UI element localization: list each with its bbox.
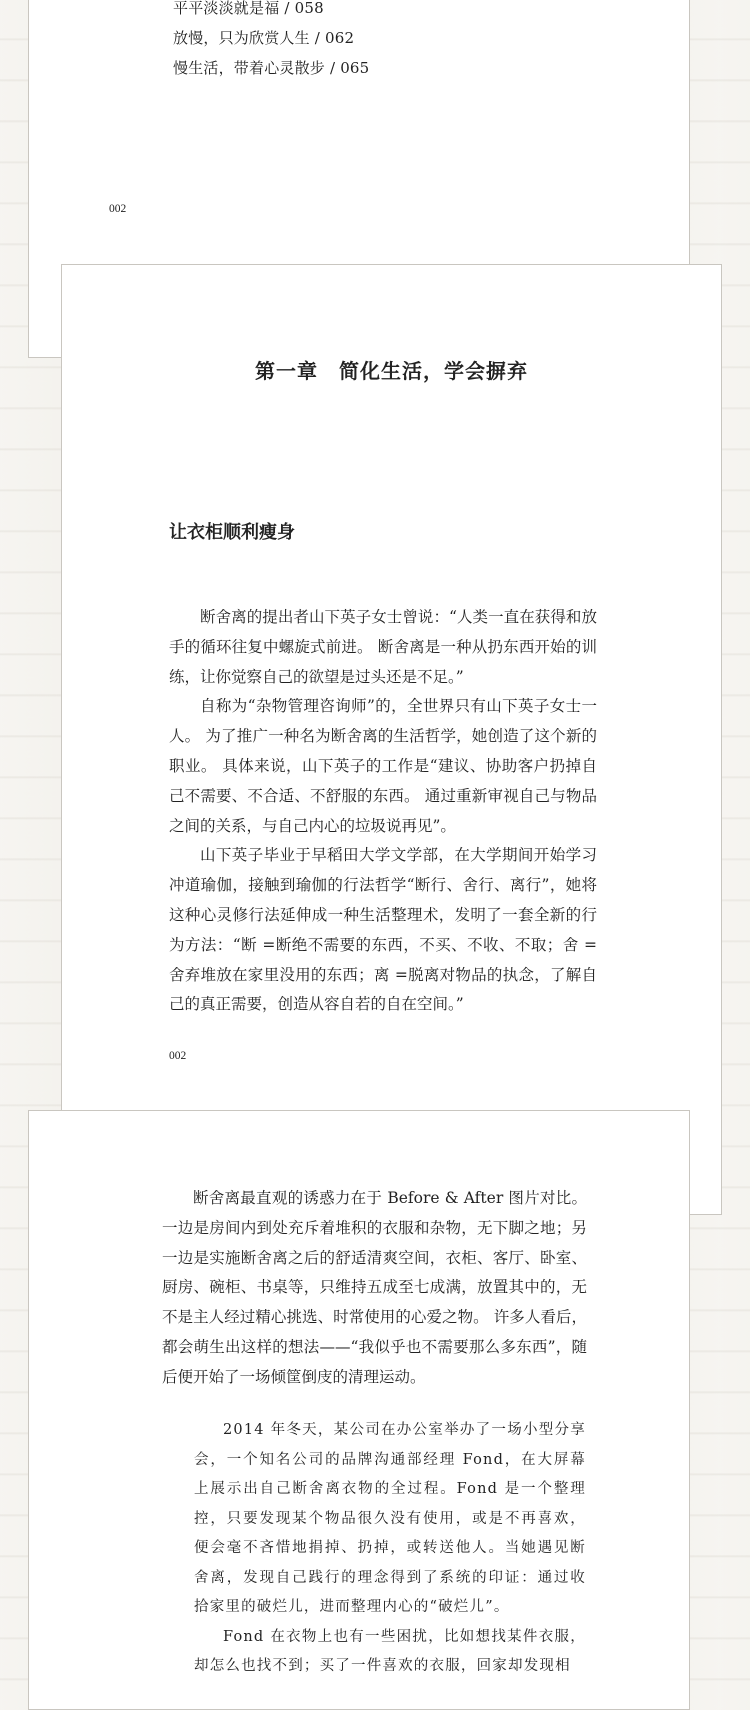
toc-entry[interactable]: 慢生活，带着心灵散步 / 065 xyxy=(173,59,370,77)
next-page xyxy=(28,1110,690,1710)
chapter-body xyxy=(169,603,597,1020)
chapter-title: 第一章 简化生活，学会摒弃 xyxy=(255,359,528,383)
paragraph: 断舍离的提出者山下英子女士曾说：“人类一直在获得和放手的循环往复中螺旋式前进。 断舍离是一种从扔东西开始的训练，让你觉察自己的欲望是过头还是不足。” xyxy=(169,608,597,686)
section-title: 让衣柜顺利瘦身 xyxy=(169,522,295,543)
chapter-page xyxy=(61,264,722,1215)
page-number: 002 xyxy=(109,203,127,215)
toc-entry[interactable]: 平平淡淡就是福 / 058 xyxy=(173,0,324,17)
paragraph: Fond 在衣物上也有一些困扰，比如想找某件衣服，却怎么也找不到；买了一件喜欢的衣服，回家却发现相 xyxy=(194,1628,586,1674)
paragraph: 自称为“杂物管理咨询师”的，全世界只有山下英子女士一人。 为了推广一种名为断舍离的生活哲学，她创造了这个新的职业。 具体来说，山下英子的工作是“建议、协助客户扔掉自己不需要、不合适、不舒服的东西。 通过重新审视自己与物品之间的关系，与自己内心的垃圾说再见”。 xyxy=(169,697,597,835)
page-body xyxy=(162,1184,587,1393)
toc-entry[interactable]: 放慢，只为欣赏人生 / 062 xyxy=(173,29,355,47)
story-block xyxy=(194,1416,586,1682)
paragraph: 2014 年冬天，某公司在办公室举办了一场小型分享会，一个知名公司的品牌沟通部经理 Fond，在大屏幕上展示出自己断舍离衣物的全过程。Fond 是一个整理控，只要发现某个物品很久没有使用，或是不再喜欢，便会毫不吝惜地捐掉、扔掉，或转送他人。当她遇见断舍离，发现自己践行的理念得到了系统的印证：通过收拾家里的破烂儿，进而整理内心的“破烂儿”。 xyxy=(194,1422,586,1615)
paragraph: 山下英子毕业于早稻田大学文学部，在大学期间开始学习冲道瑜伽，接触到瑜伽的行法哲学“断行、舍行、离行”，她将这种心灵修行法延伸成一种生活整理术，发明了一套全新的行为方法：“断 =断绝不需要的东西，不买、不收、不取；舍 =舍弃堆放在家里没用的东西；离 =脱离对物品的执念，了解自己的真正需要，创造从容自若的自在空间。” xyxy=(169,846,597,1014)
page-number: 002 xyxy=(169,1050,187,1062)
paragraph: 断舍离最直观的诱惑力在于 Before & After 图片对比。 一边是房间内到处充斥着堆积的衣服和杂物，无下脚之地；另一边是实施断舍离之后的舒适清爽空间，衣柜、客厅、卧室、厨房、碗柜、书桌等，只维持五成至七成满，放置其中的，无不是主人经过精心挑选、时常使用的心爱之物。 许多人看后，都会萌生出这样的想法——“我似乎也不需要那么多东西”，随后便开始了一场倾筐倒庋的清理运动。 xyxy=(162,1189,587,1386)
